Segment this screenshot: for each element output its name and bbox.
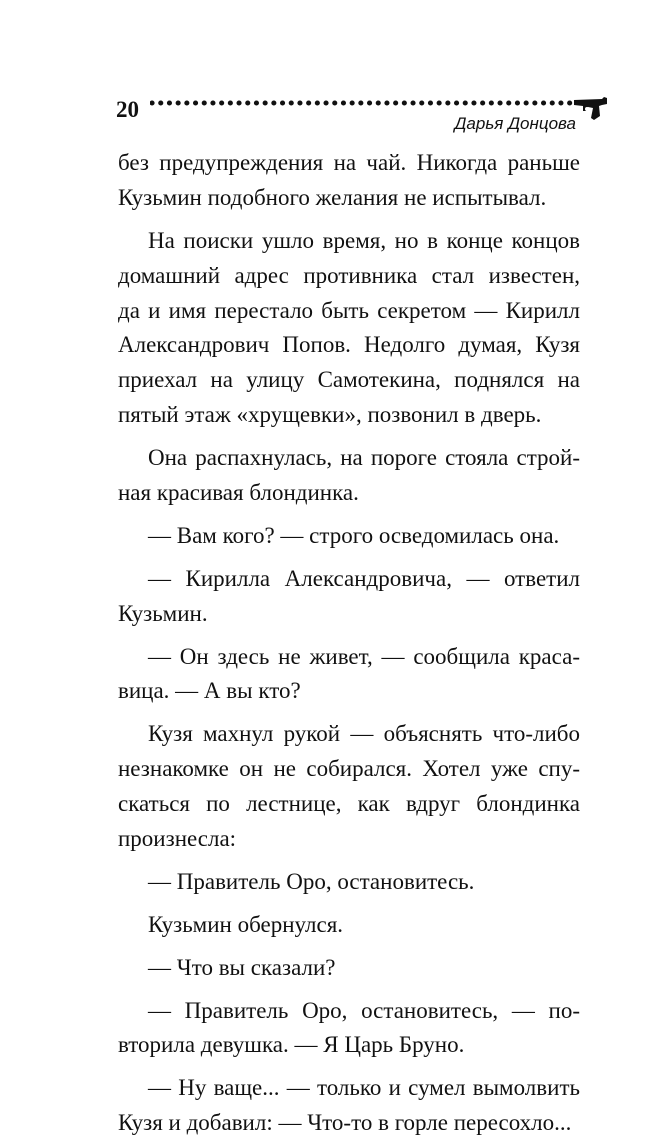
page-number: 20 — [116, 97, 139, 122]
paragraph — [118, 562, 580, 632]
text-line: На поиски ушло время, но в конце концов — [148, 227, 580, 253]
text-line: Кузя махнул рукой — объяснять что-либо — [148, 721, 580, 747]
text-line: Кузя и добавил: — Что-то в горле пересохло... — [118, 1110, 572, 1136]
pistol-icon — [572, 94, 612, 124]
text-line: ная красивая блондинка. — [118, 480, 359, 506]
dotted-leader — [150, 98, 575, 108]
author-name: Дарья Донцова — [454, 114, 576, 133]
text-line: без предупреждения на чай. Никогда раньше — [118, 150, 580, 175]
paragraph — [118, 865, 580, 900]
text-line: — Кирилла Александровича, — ответил — [148, 565, 580, 591]
text-line: — Что вы сказали? — [148, 954, 336, 980]
text-line: Кузьмин обернулся. — [148, 911, 344, 937]
text-line: приехал на улицу Самотекина, поднялся на — [118, 367, 580, 393]
text-line: скаться по лестнице, как вдруг блондинка — [118, 791, 580, 817]
text-line: — Вам кого? — строго осведомилась она. — [148, 522, 560, 548]
body-text — [118, 146, 580, 1141]
text-line: незнакомке он не собирался. Хотел уже спу- — [118, 756, 580, 782]
paragraph — [118, 1071, 580, 1141]
paragraph — [118, 519, 580, 554]
paragraph — [118, 640, 580, 710]
text-line: Кузьмин подобного желания не испытывал. — [118, 184, 547, 210]
text-line: да и имя перестало быть секретом — Кирилл — [118, 297, 580, 323]
paragraph — [118, 717, 580, 857]
text-line: вица. — А вы кто? — [118, 678, 301, 704]
text-line: — Правитель Оро, остановитесь. — [148, 868, 475, 894]
paragraph — [118, 908, 580, 943]
text-line: домашний адрес противника стал известен, — [118, 262, 580, 288]
text-line: — Он здесь не живет, — сообщила краса- — [148, 643, 580, 669]
paragraph — [118, 146, 580, 216]
text-line: пятый этаж «хрущевки», позвонил в дверь. — [118, 402, 542, 428]
text-line: Она распахнулась, на пороге стояла строй- — [148, 445, 580, 471]
paragraph — [118, 224, 580, 433]
text-line: произнесла: — [118, 826, 237, 852]
paragraph — [118, 951, 580, 986]
paragraph — [118, 994, 580, 1064]
text-line: — Правитель Оро, остановитесь, — по- — [148, 997, 580, 1023]
text-line: вторила девушка. — Я Царь Бруно. — [118, 1032, 465, 1058]
paragraph — [118, 441, 580, 511]
text-line: Александрович Попов. Недолго думая, Кузя — [118, 332, 580, 358]
page-header — [0, 0, 661, 140]
text-line: Кузьмин. — [118, 600, 208, 626]
text-line: — Ну ваще... — только и сумел вымолвить — [148, 1075, 580, 1101]
